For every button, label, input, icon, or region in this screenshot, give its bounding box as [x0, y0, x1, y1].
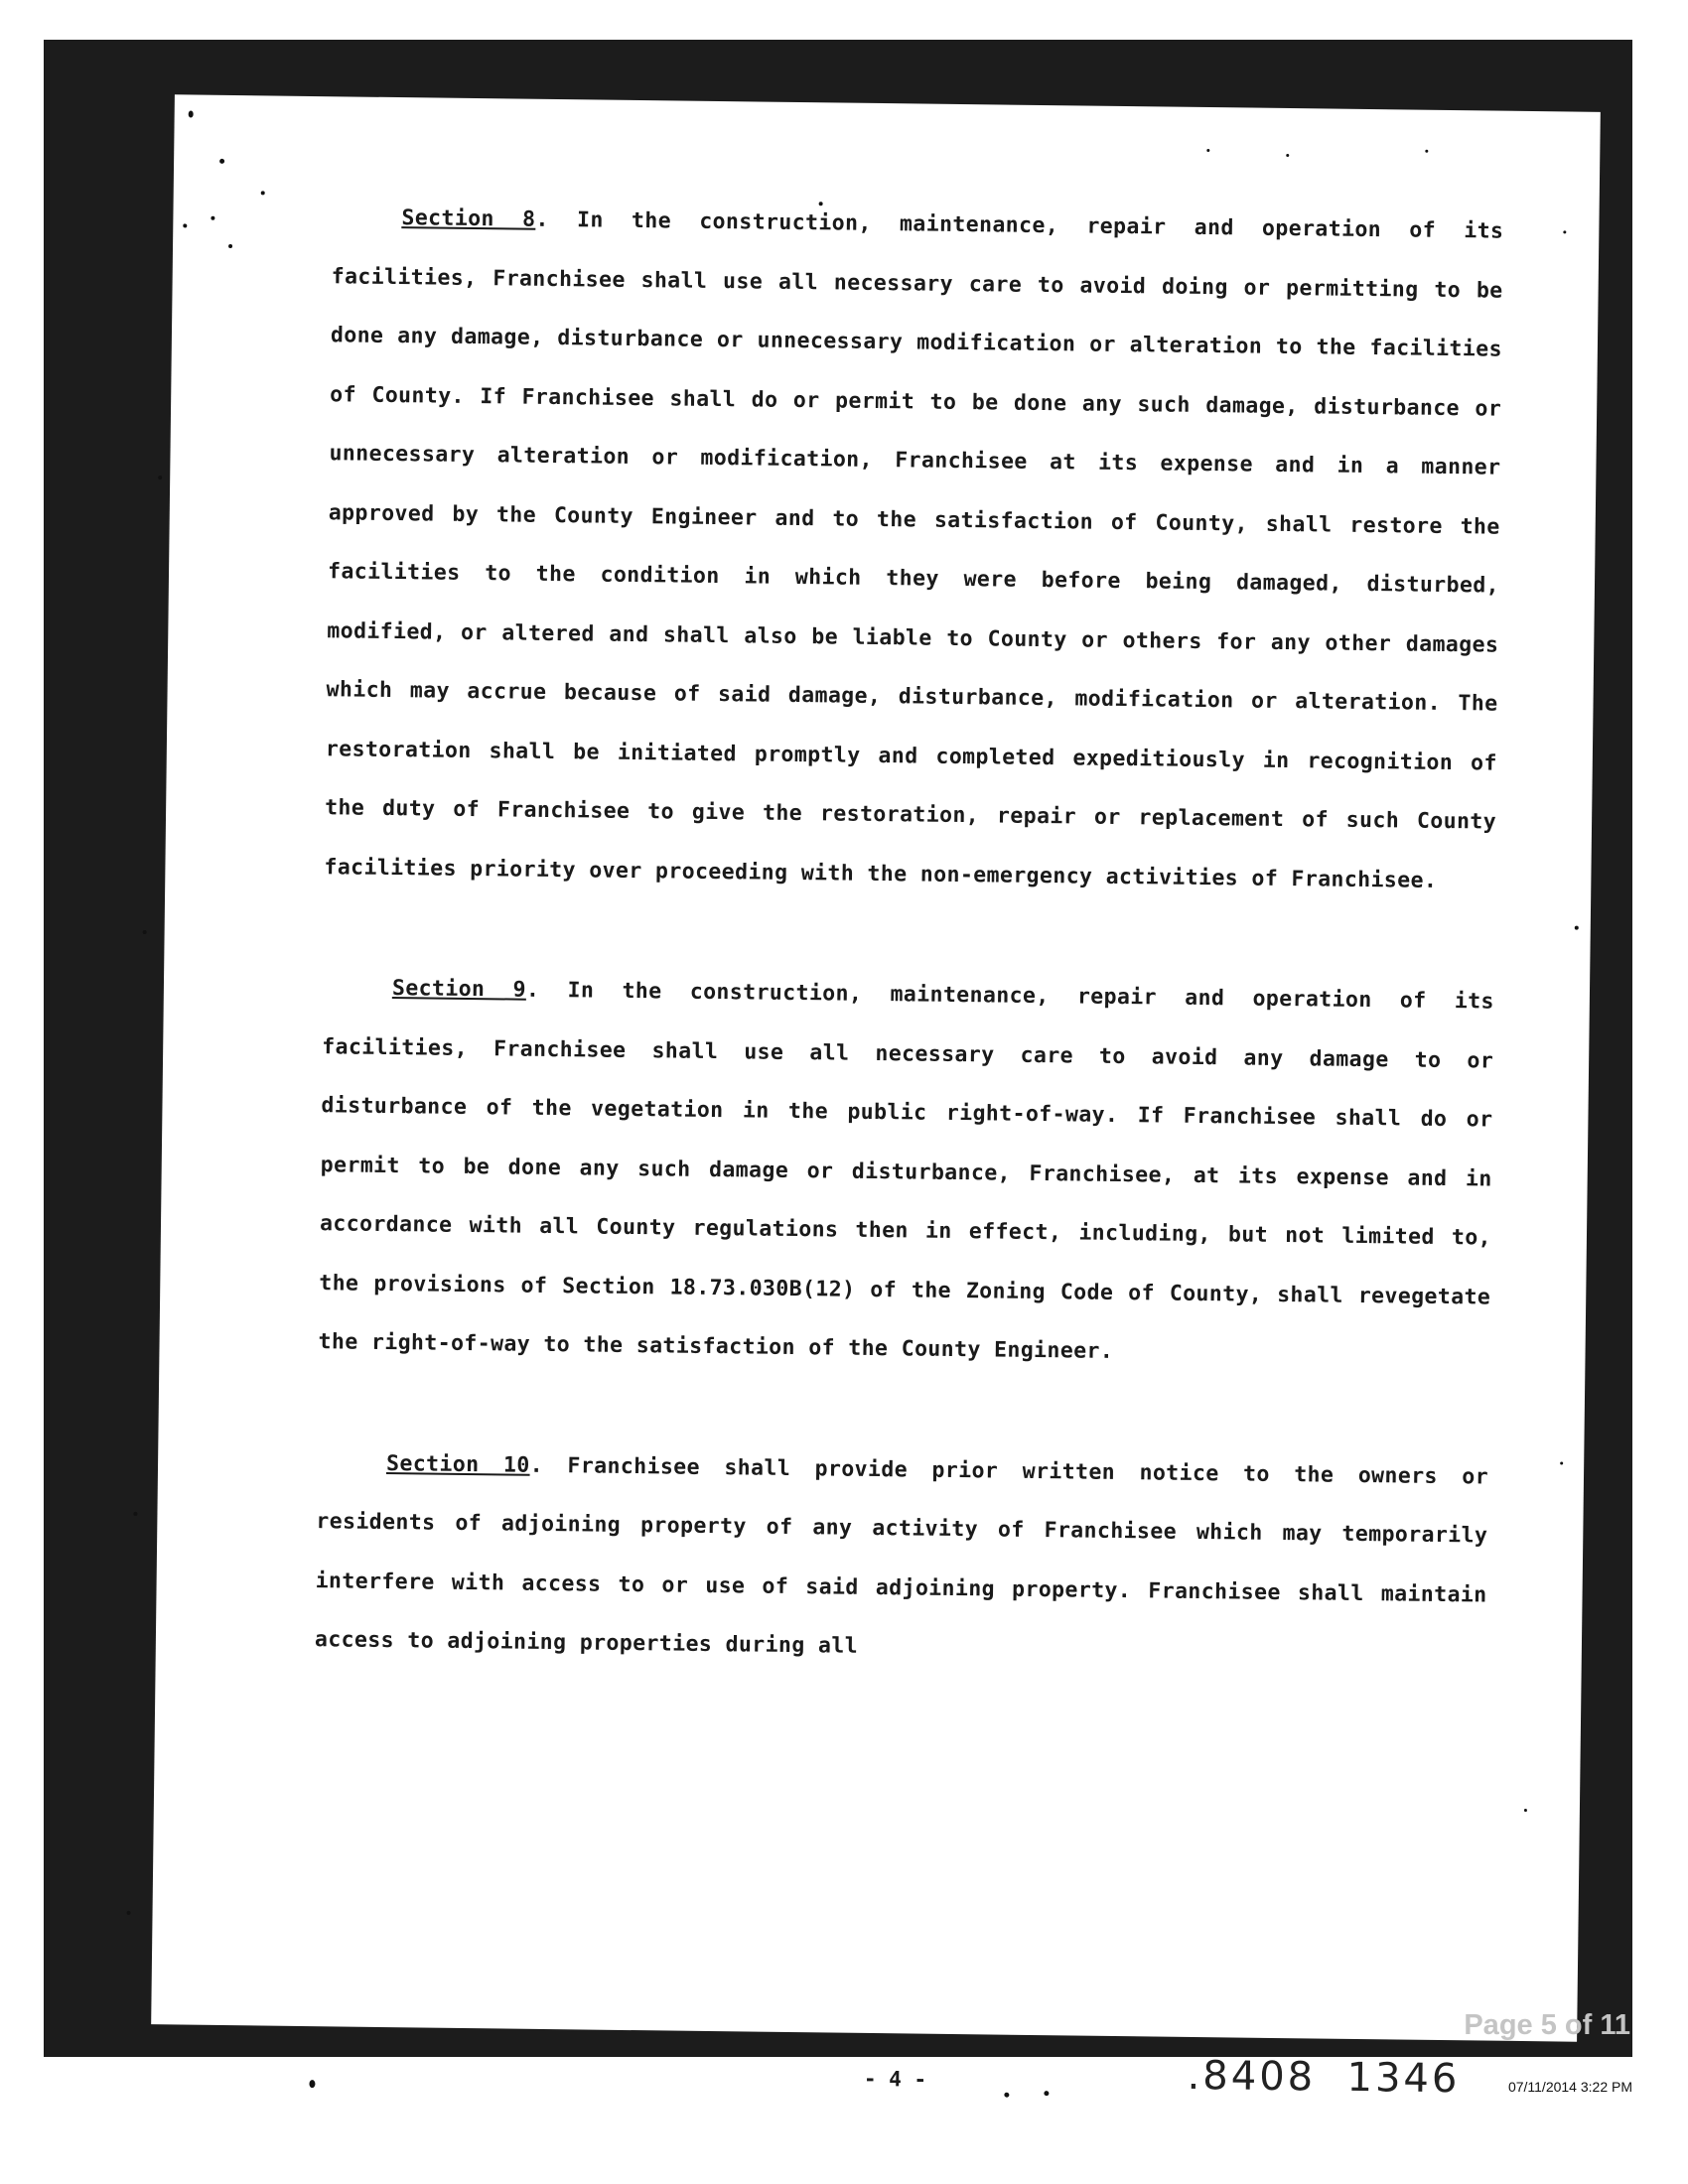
scan-speck: [143, 930, 147, 934]
scan-speck: [309, 2080, 315, 2088]
scan-speck: [1286, 154, 1289, 157]
timestamp: 07/11/2014 3:22 PM: [1507, 2079, 1632, 2095]
scan-speck: [1563, 230, 1566, 233]
scan-speck: [1524, 1809, 1527, 1812]
recording-number: .8408 1346: [1187, 2052, 1461, 2103]
scan-speck: [189, 110, 194, 117]
scan-speck: [158, 476, 162, 479]
paragraph-section-10: [315, 1433, 1489, 1684]
section-heading: Section 9: [391, 976, 527, 1003]
scan-speck: [127, 1911, 131, 1915]
section-heading: Section 10: [385, 1450, 530, 1478]
page-indicator: Page 5 of 11: [1464, 2009, 1630, 2041]
document-body: [314, 188, 1504, 2103]
scan-speck: [1575, 926, 1579, 930]
scan-speck: [1206, 149, 1209, 152]
section-heading: Section 8: [401, 205, 536, 232]
paragraph-text: . Franchisee shall provide prior written notice to the owners or residents of adjoining property of any activity of Franchisee which may temporarily interfere with access to or use of said adjoining property. Franchisee shall maintain access to adjoining properties during all: [314, 1452, 1489, 1659]
scan-speck: [228, 244, 232, 248]
page-number: - 4 -: [863, 2066, 927, 2092]
paragraph-section-8: [324, 188, 1504, 910]
scan-speck: [1425, 150, 1428, 153]
scan-speck: [219, 159, 224, 164]
scan-speck: [133, 1512, 137, 1516]
paragraph-section-9: [318, 958, 1494, 1386]
scan-speck: [261, 191, 265, 195]
scan-speck: [1044, 2091, 1049, 2096]
scan-speck: [1004, 2093, 1009, 2098]
scan-speck: [819, 202, 823, 205]
scan-speck: [211, 216, 214, 220]
scan-speck: [183, 223, 187, 227]
paragraph-text: . In the construction, maintenance, repair and operation of its facilities, Franchisee shall use all necessary care to avoid doing or permitting to be done any damage, disturbance or unnecessary modification or alteration to the facilities of County. If Franchisee shall do or permit to be done any such damage, disturbance or unnecessary alteration or modification, Franchisee at its expense and in a manner approved by the County Engineer and to the satisfaction of County, shall restore the facilities to the condition in which they were before being damaged, disturbed, modified, or altered and shall also be liable to County or others for any other damages which may accrue because of said damage, disturbance, modification or alteration. The restoration shall be initiated promptly and completed expeditiously in recognition of the duty of Franchisee to give the restoration, repair or replacement of such County facilities priority over proceeding with the non-emergency activities of Franchisee.: [324, 206, 1504, 893]
paragraph-text: . In the construction, maintenance, repair and operation of its facilities, Franchisee shall use all necessary care to avoid any damage to or disturbance of the vegetation in the public right-of-way. If Franchisee shall do or permit to be done any such damage or disturbance, Franchisee, at its expense and in accordance with all County regulations then in effect, including, but not limited to, the provisions of Section 18.73.030B(12) of the Zoning Code of County, shall revegetate the right-of-way to the satisfaction of the County Engineer.: [318, 977, 1495, 1364]
scan-speck: [1560, 1461, 1563, 1464]
